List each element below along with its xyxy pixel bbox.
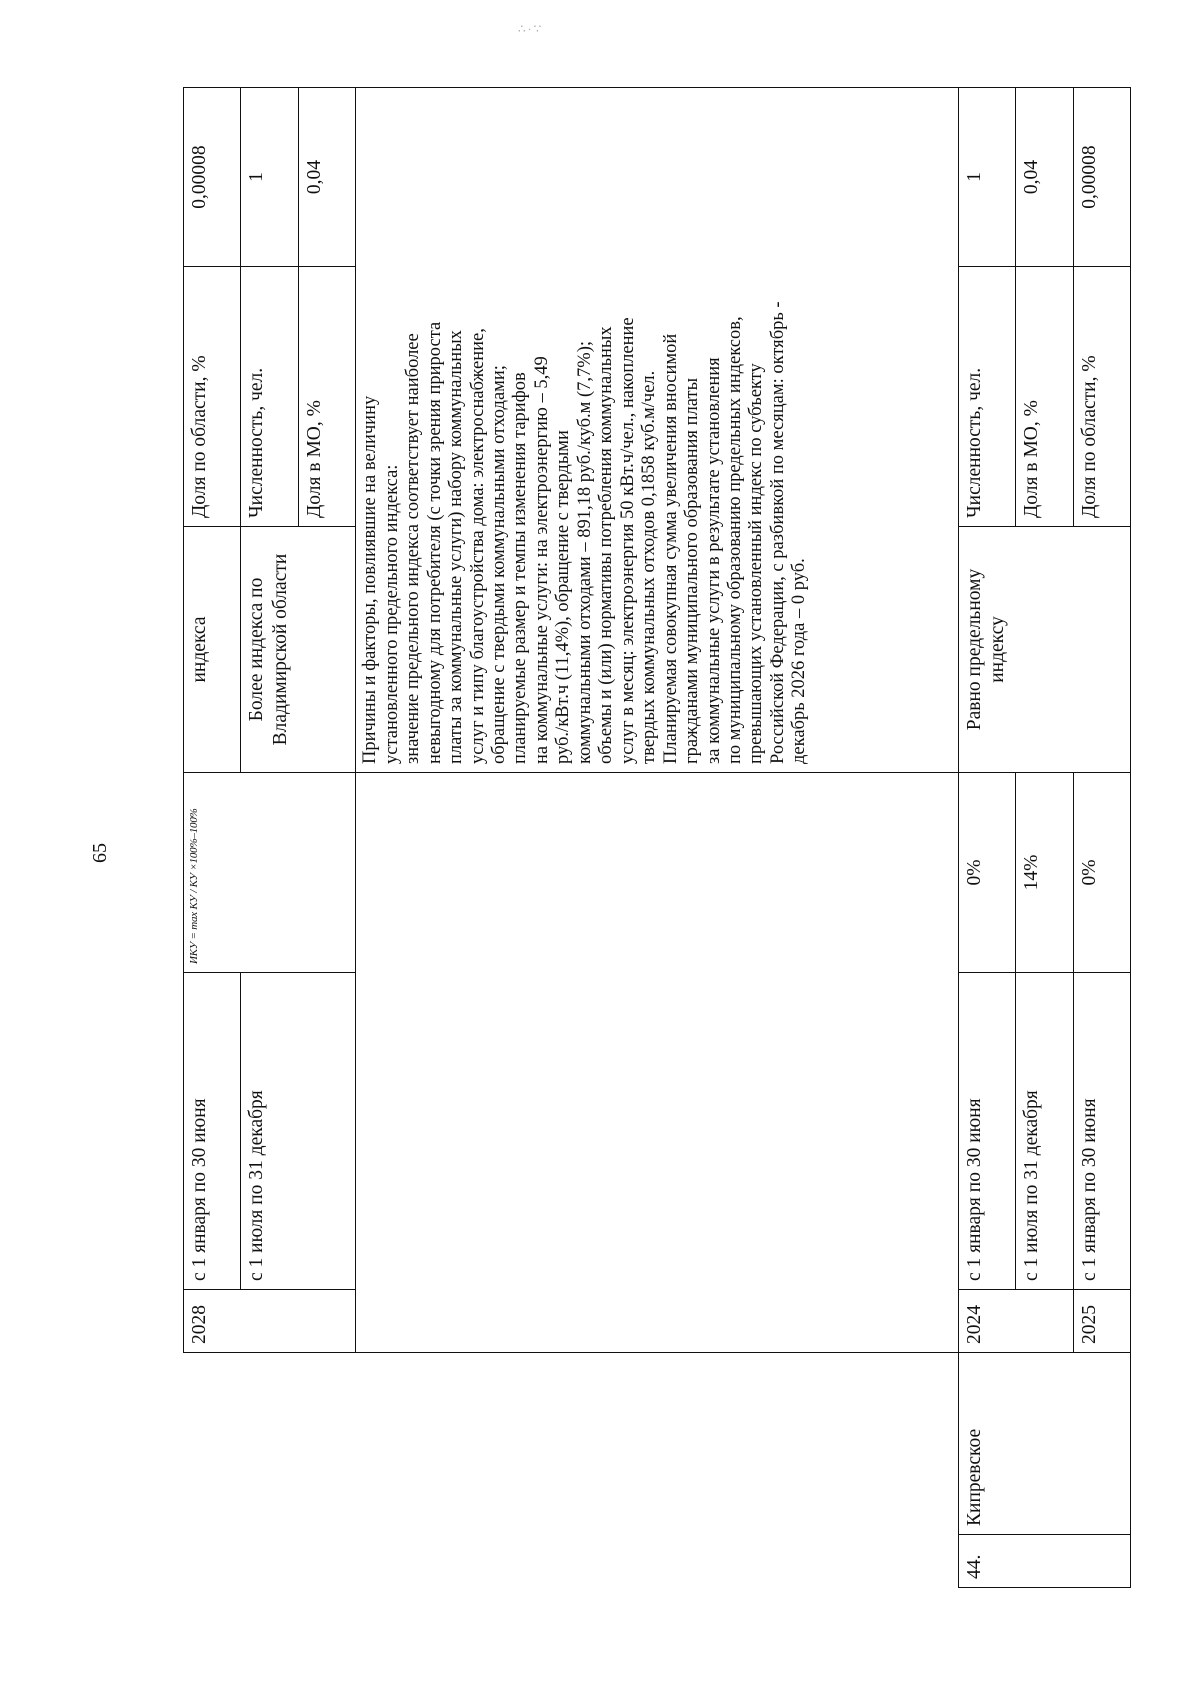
reasons-line: невыгодному для потребителя (с точки зрения прироста [424,321,445,764]
metric-value: 1 [958,88,1015,267]
reasons-line: по муниципальному образованию предельных индексов, [724,316,745,764]
formula-cell: ИКУ = max КУ / КУ ×100%–100% [184,773,356,973]
table-row [958,88,1015,1588]
metric-value: 0,00008 [184,88,241,267]
period-cell: с 1 января по 30 июня [184,973,241,1290]
cell-empty [356,1353,958,1535]
reasons-line: коммунальными отходами – 891,18 руб./куб.м (7,7%); [574,341,595,764]
period-cell: с 1 января по 30 июня [1073,973,1130,1290]
reasons-line: Планируемая совокупная сумма увеличения вносимой [660,333,681,764]
reasons-line: установленного предельного индекса: [381,464,402,764]
change-cell: 14% [1016,773,1073,973]
rotated-table-wrapper [183,88,1131,1588]
period-cell: с 1 июля по 31 декабря [241,973,356,1290]
year-cell: 2024 [958,1290,1073,1353]
year-cell: 2028 [184,1290,356,1353]
reasons-line: значение предельного индекса соответствует наиболее [403,333,424,764]
reasons-line: Российской Федерации, с разбивкой по месяцам: октябрь - [767,301,788,764]
change-cell: 0% [958,773,1015,973]
index-label-cell: Равно предельному индексу [958,527,1130,773]
reasons-line: услуг в месяц: электроэнергия 50 кВт.ч/чел., накопление [617,317,638,764]
reasons-line: обращение с твердыми коммунальными отходами; [488,365,509,764]
metric-label: Численность, чел. [958,267,1015,527]
reasons-line: превышающих установленный индекс по субъекту [746,363,767,764]
change-cell: 0% [1073,773,1130,973]
period-cell: с 1 января по 30 июня [958,973,1015,1290]
reasons-line: декабрь 2026 года – 0 руб. [789,558,810,764]
reasons-line: платы за коммунальные услуги) набору коммунальных [446,330,467,764]
cell-empty [298,1353,355,1535]
index-label-cell: Более индекса по Владимирской области [241,527,356,773]
metric-value: 1 [241,88,298,267]
reasons-text [356,88,958,773]
scan-artifact: ∴·∵ [518,22,544,36]
table-row [184,88,241,1588]
metric-value: 0,00008 [1073,88,1130,267]
reasons-line: руб./кВт.ч (11,4%), обращение с твердыми [553,430,574,764]
reasons-line: за коммунальные услуги в результате установления [703,357,724,764]
reasons-line: гражданами муниципального образования платы [682,377,703,764]
reasons-line: на коммунальные услуги: на электроэнергию – 5,49 [531,356,552,764]
cell-empty [184,1535,241,1588]
cell-empty [241,1535,298,1588]
metric-label: Доля по области, % [184,267,241,527]
index-header-cell: индекса [184,527,241,773]
page-number: 65 [89,843,111,863]
cell-empty [356,773,958,1353]
reasons-line: твердых коммунальных отходов 0,1858 куб.м/чел. [639,370,660,764]
cell-empty [184,1353,241,1535]
metric-value: 0,04 [1016,88,1073,267]
reasons-line: объемы и (или) нормативы потребления коммунальных [596,326,617,764]
municipality-cell: Кипревское [958,1353,1130,1535]
reasons-line: Причины и факторы, повлиявшие на величину [360,395,381,764]
cell-empty [241,1353,298,1535]
metric-label: Доля по области, % [1073,267,1130,527]
metric-label: Доля в МО, % [298,267,355,527]
cell-empty [298,1535,355,1588]
limit-index-table [183,87,1131,1588]
table-row [356,88,958,1588]
cell-empty [356,1535,958,1588]
reasons-line: услуг и типу благоустройства дома: электроснабжение, [467,328,488,764]
metric-label: Доля в МО, % [1016,267,1073,527]
metric-value: 0,04 [298,88,355,267]
row-number-cell: 44. [958,1535,1130,1588]
reasons-line: планируемые размер и темпы изменения тарифов [510,372,531,764]
year-cell: 2025 [1073,1290,1130,1353]
period-cell: с 1 июля по 31 декабря [1016,973,1073,1290]
metric-label: Численность, чел. [241,267,298,527]
